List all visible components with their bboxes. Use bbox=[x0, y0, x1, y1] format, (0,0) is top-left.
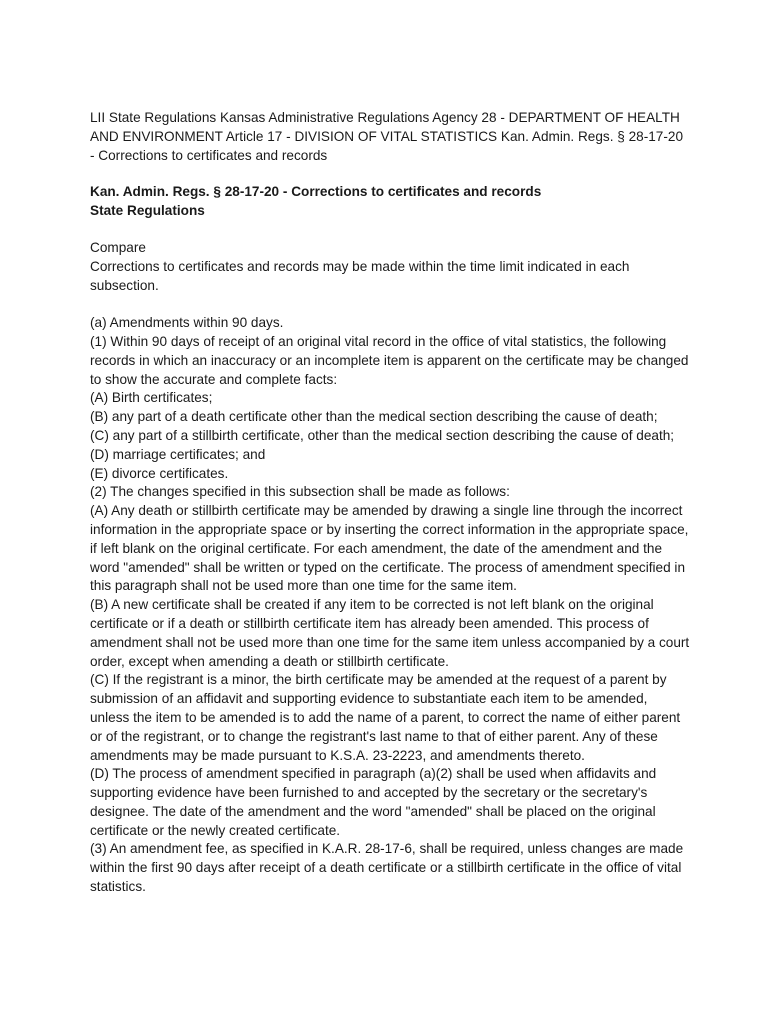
paragraph-a-2-C: (C) If the registrant is a minor, the birth certificate may be amended at the request of a parent by submission of an affidavit and supporting evidence to substantiate each item to be amended, unless the item to be amended is to add the name of a parent, to correct the name of either parent or of the registrant, or to change the registrant's last name to that of either parent. Any of these amendments may be made pursuant to K.S.A. 23-2223, and amendments thereto. bbox=[90, 672, 681, 763]
breadcrumb: LII State Regulations Kansas Administrative Regulations Agency 28 - DEPARTMENT OF HEALTH AND ENVIRONMENT Article 17 - DIVISION OF VITAL STATISTICS Kan. Admin. Regs. § 28-17-20 - Corrections to certificates and records bbox=[90, 110, 684, 163]
paragraph-a-3: (3) An amendment fee, as specified in K.A.R. 28-17-6, shall be required, unless changes are made within the first 90 days after receipt of a death certificate or a stillbirth certificate in the office of vital statistics. bbox=[90, 841, 684, 895]
paragraph-a-2-D: (D) The process of amendment specified in paragraph (a)(2) shall be used when affidavits and supporting evidence have been furnished to and accepted by the secretary or the secretary's designee. The date of the amendment and the word "amended" shall be placed on the original certificate or the newly created certificate. bbox=[90, 766, 657, 838]
paragraph-a-1-E: (E) divorce certificates. bbox=[90, 465, 229, 481]
paragraph-a-2-A: (A) Any death or stillbirth certificate may be amended by drawing a single line through the incorrect information in the appropriate space or by inserting the correct information in the appropriate space, if left blank on the original certificate. For each amendment, the date of the amendment and the word "amended" shall be written or typed on the certificate. The process of amendment specified in this paragraph shall not be used more than one time for the same item. bbox=[90, 503, 689, 594]
compare-label: Compare bbox=[90, 239, 146, 255]
intro-text: Corrections to certificates and records may be made within the time limit indicated in each subsection. bbox=[90, 258, 630, 293]
paragraph-a-2: (2) The changes specified in this subsection shall be made as follows: bbox=[90, 484, 510, 500]
document-page bbox=[90, 109, 690, 897]
paragraph-a-1-D: (D) marriage certificates; and bbox=[90, 446, 266, 462]
paragraph-a: (a) Amendments within 90 days. bbox=[90, 315, 284, 331]
regulation-heading bbox=[90, 183, 690, 221]
paragraph-a-1-A: (A) Birth certificates; bbox=[90, 390, 213, 406]
spacer bbox=[90, 295, 690, 314]
paragraph-a-1-B: (B) any part of a death certificate other than the medical section describing the cause of death; bbox=[90, 409, 658, 425]
page-subtitle: State Regulations bbox=[90, 203, 205, 219]
page-title: Kan. Admin. Regs. § 28-17-20 - Corrections to certificates and records bbox=[90, 184, 542, 200]
paragraph-a-1-C: (C) any part of a stillbirth certificate, other than the medical section describing the cause of death; bbox=[90, 427, 675, 443]
paragraph-a-1: (1) Within 90 days of receipt of an original vital record in the office of vital statistics, the following records in which an inaccuracy or an incomplete item is apparent on the certificate may be changed to show the accurate and complete facts: bbox=[90, 333, 689, 387]
paragraph-a-2-B: (B) A new certificate shall be created if any item to be corrected is not left blank on the original certificate or if a death or stillbirth certificate item has already been amended. This process of amendment shall not be used more than one time for the same item unless accompanied by a court order, except when amending a death or stillbirth certificate. bbox=[90, 597, 690, 669]
